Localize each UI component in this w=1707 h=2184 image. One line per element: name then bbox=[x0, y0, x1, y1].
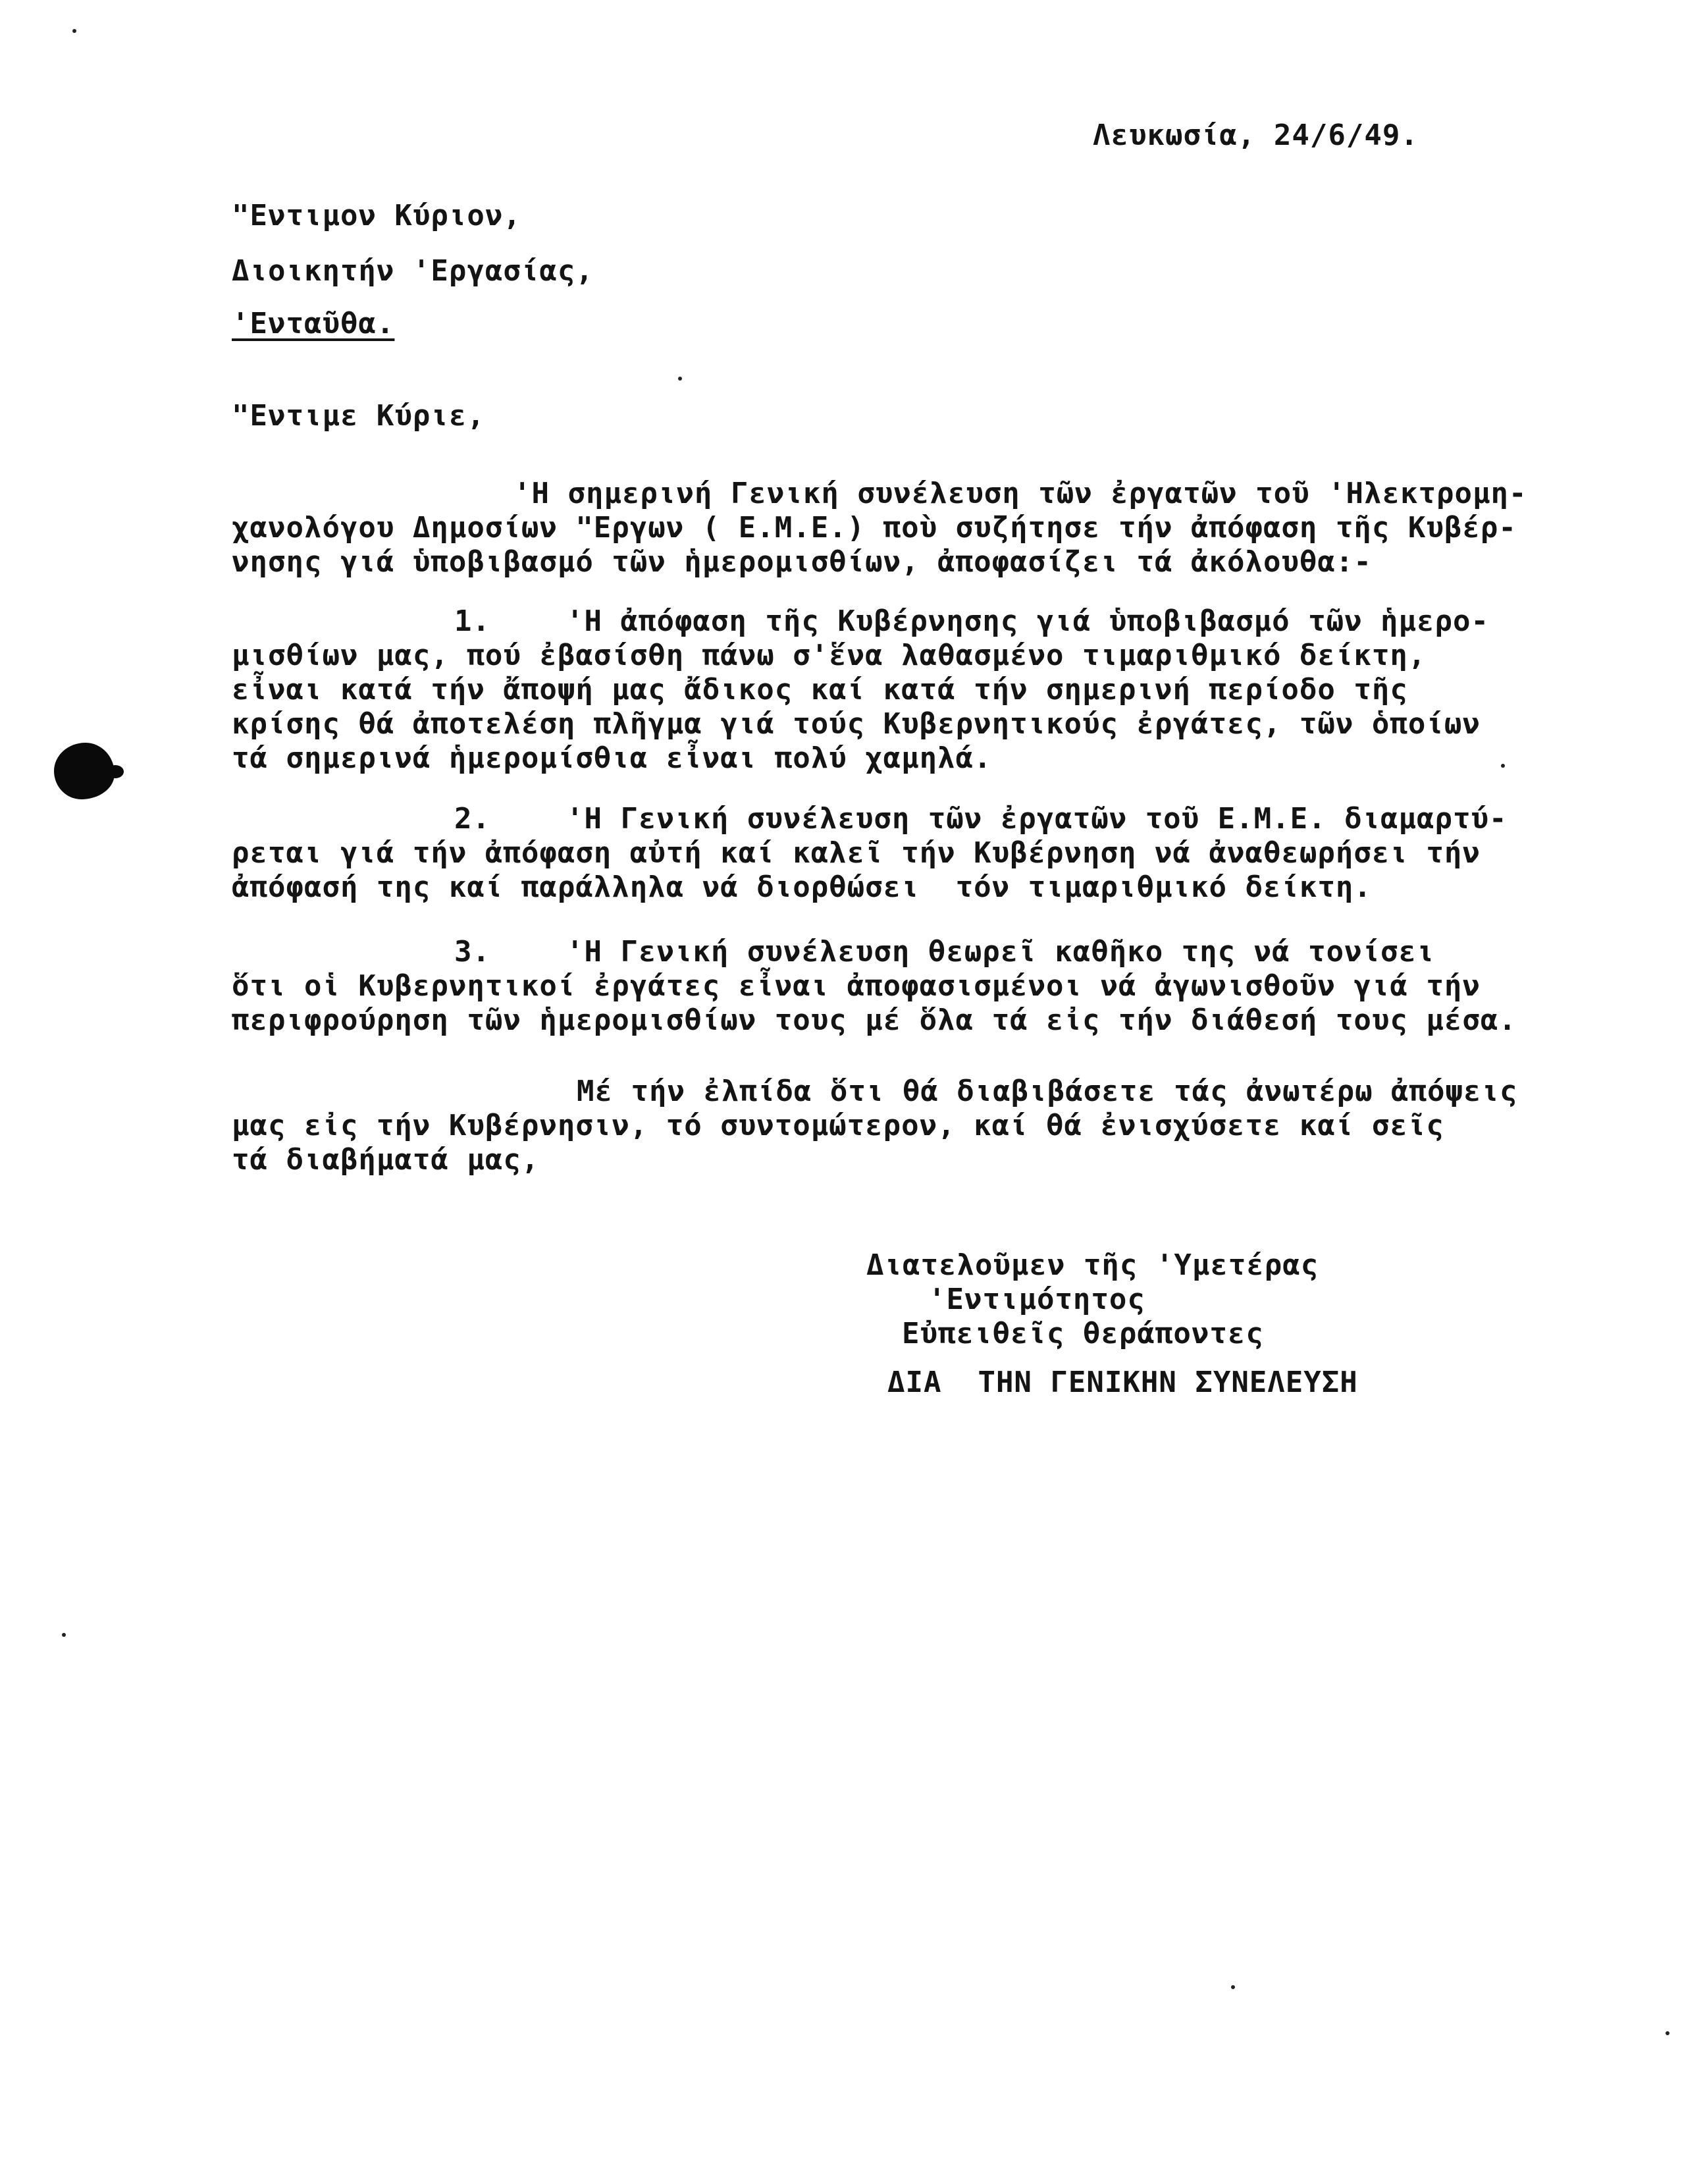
signature-line-1: Διατελοῦμεν τῆς 'Υμετέρας bbox=[866, 1248, 1319, 1282]
paper-speck bbox=[1231, 1985, 1235, 1989]
signature-line-3: Εὐπειθεῖς θεράποντες bbox=[902, 1317, 1264, 1350]
point-1-line-3: εἶναι κατά τήν ἄποψή μας ἄδικος καί κατά τήν σημερινή περίοδο τῆς bbox=[232, 673, 1408, 706]
intro-line-1: 'Η σημερινή Γενική συνέλευση τῶν ἐργατῶν τοῦ 'Ηλεκτρομη- bbox=[513, 477, 1527, 510]
point-2-line-1: 'Η Γενική συνέλευση τῶν ἐργατῶν τοῦ Ε.Μ.Ε. διαμαρτύ- bbox=[566, 802, 1508, 836]
recipient-line-2: Διοικητήν 'Εργασίας, bbox=[232, 254, 594, 288]
paper-speck bbox=[72, 29, 76, 33]
closing-line-3: τά διαβήματά μας, bbox=[232, 1143, 540, 1177]
point-2-line-3: ἀπόφασή της καί παράλληλα νά διορθώσει τόν τιμαριθμικό δείκτη. bbox=[232, 870, 1372, 904]
point-2-line-2: ρεται γιά τήν ἀπόφαση αὐτή καί καλεῖ τήν Κυβέρνηση νά ἀναθεωρήσει τήν bbox=[232, 836, 1481, 870]
closing-line-1: Μέ τήν ἐλπίδα ὅτι θά διαβιβάσετε τάς ἀνωτέρω ἀπόψεις bbox=[577, 1075, 1518, 1108]
recipient-line-3: 'Ενταῦθα. bbox=[232, 307, 395, 340]
ink-blot bbox=[54, 743, 115, 799]
point-3-line-2: ὅτι οἱ Κυβερνητικοί ἐργάτες εἶναι ἀποφασισμένοι νά ἀγωνισθοῦν γιά τήν bbox=[232, 969, 1481, 1003]
intro-line-3: νησης γιά ὑποβιβασμό τῶν ἡμερομισθίων, ἀποφασίζει τά ἀκόλουθα:- bbox=[232, 545, 1372, 579]
closing-line-2: μας εἰς τήν Κυβέρνησιν, τό συντομώτερον, καί θά ἐνισχύσετε καί σεῖς bbox=[232, 1109, 1444, 1142]
signature-line-2: 'Εντιμότητος bbox=[928, 1283, 1145, 1316]
place-date: Λευκωσία, 24/6/49. bbox=[1093, 119, 1419, 152]
intro-line-2: χανολόγου Δημοσίων "Εργων ( Ε.Μ.Ε.) ποὺ συζήτησε τήν ἀπόφαση τῆς Κυβέρ- bbox=[232, 511, 1517, 545]
signature-line-4: ΔΙΑ ΤΗΝ ΓΕΝΙΚΗΝ ΣΥΝΕΛΕΥΣΗ bbox=[887, 1366, 1358, 1399]
salutation: "Εντιμε Κύριε, bbox=[232, 399, 485, 433]
point-3-number: 3. bbox=[454, 935, 490, 969]
point-2-number: 2. bbox=[454, 802, 490, 836]
recipient-line-1: "Εντιμον Κύριον, bbox=[232, 199, 521, 232]
point-1-line-1: 'Η ἀπόφαση τῆς Κυβέρνησης γιά ὑποβιβασμό τῶν ἡμερο- bbox=[566, 604, 1490, 638]
point-1-line-5: τά σημερινά ἡμερομίσθια εἶναι πολύ χαμηλά. bbox=[232, 741, 992, 775]
point-1-line-2: μισθίων μας, πού ἐβασίσθη πάνω σ'ἕνα λαθασμένο τιμαριθμικό δείκτη, bbox=[232, 639, 1427, 672]
paper-speck bbox=[1501, 764, 1505, 768]
point-1-number: 1. bbox=[454, 604, 490, 638]
paper-speck bbox=[678, 377, 682, 381]
point-3-line-3: περιφρούρηση τῶν ἡμερομισθίων τους μέ ὅλα τά εἰς τήν διάθεσή τους μέσα. bbox=[232, 1003, 1517, 1037]
point-1-line-4: κρίσης θά ἀποτελέση πλῆγμα γιά τούς Κυβερνητικούς ἐργάτες, τῶν ὁποίων bbox=[232, 707, 1481, 741]
point-3-line-1: 'Η Γενική συνέλευση θεωρεῖ καθῆκο της νά τονίσει bbox=[566, 935, 1435, 969]
paper-speck bbox=[62, 1633, 66, 1637]
paper-speck bbox=[1666, 2031, 1669, 2035]
